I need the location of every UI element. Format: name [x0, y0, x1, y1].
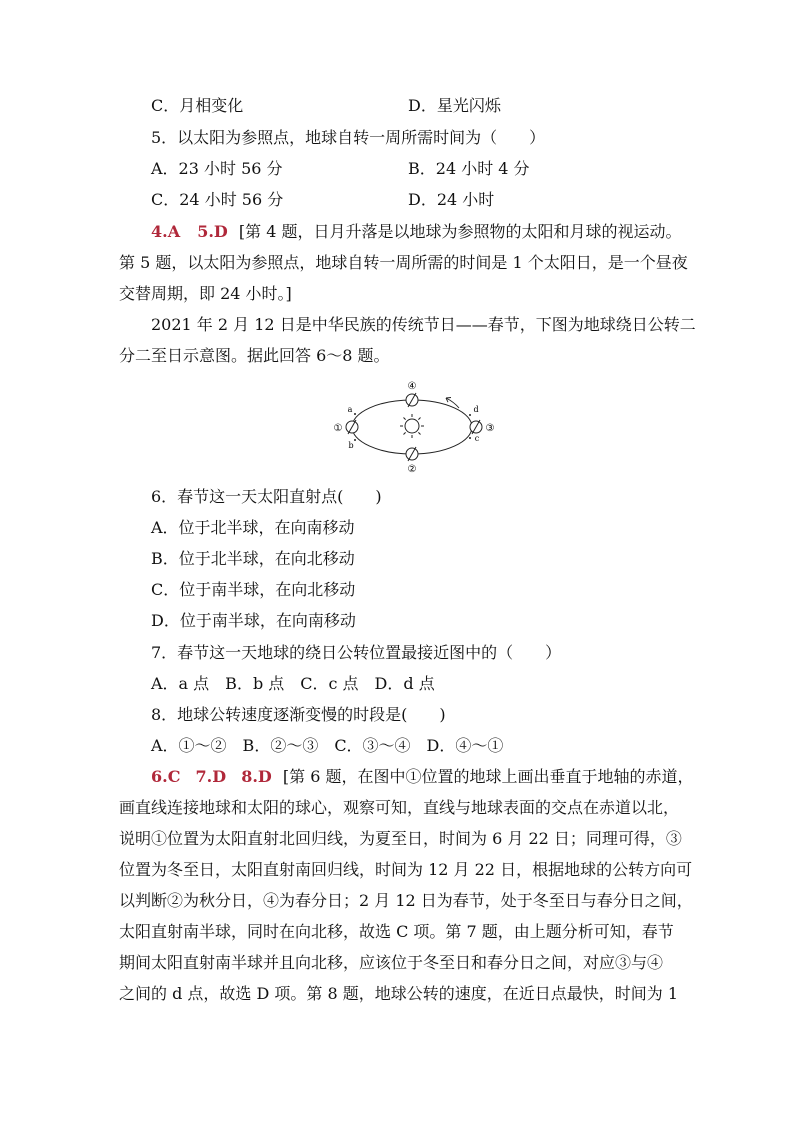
answer-6-8-line-8: 之间的 d 点，故选 D 项。第 8 题，地球公转的速度，在近日点最快，时间为 1 — [119, 984, 679, 1003]
q7-options: A．a 点 B．b 点 C．c 点 D．d 点 — [151, 674, 435, 693]
orbit-diagram — [328, 374, 500, 474]
answer-6-8-line-5: 以判断②为秋分日，④为春分日；2 月 12 日为春节，处于冬至日与春分日之间， — [119, 891, 693, 910]
earth-position-3-icon — [470, 420, 482, 434]
intro-line-2: 分二至日示意图。据此回答 6～8 题。 — [119, 346, 390, 365]
answer-4-5-line-3: 交替周期，即 24 小时。] — [119, 284, 292, 303]
answer-4-5-line-1 — [151, 222, 682, 242]
answer-key-8: 8.D — [241, 767, 272, 786]
answer-key-4: 4.A — [151, 222, 181, 241]
label-position-1: ① — [333, 423, 343, 434]
answer-6-8-line-4: 位置为冬至日，太阳直射南回归线，时间为 12 月 22 日，根据地球的公转方向可 — [119, 860, 693, 879]
answer-key-6: 6.C — [151, 767, 181, 786]
sun-icon — [400, 414, 424, 438]
earth-position-2-icon — [406, 447, 418, 461]
label-point-c: c — [474, 434, 480, 443]
q4-option-c: C．月相变化 — [151, 96, 244, 115]
point-c-marker — [469, 437, 471, 439]
label-point-b: b — [348, 441, 354, 450]
answer-6-8-line-3: 说明①位置为太阳直射北回归线，为夏至日，时间为 6 月 22 日；同理可得，③ — [119, 829, 682, 848]
answer-6-8-line-6: 太阳直射南半球，同时在向北移，故选 C 项。第 7 题，由上题分析可知，春节 — [119, 922, 674, 941]
point-a-marker — [354, 413, 356, 415]
q4-option-d: D．星光闪烁 — [408, 96, 501, 115]
direction-arrow-icon — [446, 398, 459, 408]
point-d-marker — [469, 414, 471, 416]
label-point-a: a — [347, 405, 353, 414]
answer-key-5: 5.D — [197, 222, 228, 241]
q5-option-c: C．24 小时 56 分 — [151, 190, 284, 209]
q6-stem: 6．春节这一天太阳直射点( ) — [151, 487, 382, 506]
label-position-3: ③ — [485, 423, 495, 434]
answer-6-8-line-2: 画直线连接地球和太阳的球心，观察可知，直线与地球表面的交点在赤道以北， — [119, 798, 680, 817]
answer-4-5-line-2: 第 5 题，以太阳为参照点，地球自转一周所需的时间是 1 个太阳日，是一个昼夜 — [119, 253, 688, 272]
q7-stem: 7．春节这一天地球的绕日公转位置最接近图中的（ ） — [151, 643, 562, 662]
answer-6-8-text-1: [第 6 题，在图中①位置的地球上画出垂直于地轴的赤道， — [282, 767, 694, 786]
answer-key-7: 7.D — [195, 767, 227, 786]
q5-option-b: B．24 小时 4 分 — [408, 159, 530, 178]
q5-stem: 5．以太阳为参照点，地球自转一周所需时间为（ ） — [151, 128, 546, 147]
q6-option-a: A．位于北半球，在向南移动 — [151, 518, 355, 537]
q6-option-d: D．位于南半球，在向南移动 — [151, 611, 356, 630]
q6-option-b: B．位于北半球，在向北移动 — [151, 549, 355, 568]
q5-option-d: D．24 小时 — [408, 190, 495, 209]
q8-options: A．①～② B．②～③ C．③～④ D．④～① — [151, 736, 504, 755]
q8-stem: 8．地球公转速度逐渐变慢的时段是( ) — [151, 705, 446, 724]
answer-6-8-line-1 — [151, 767, 693, 787]
label-position-4: ④ — [407, 381, 417, 392]
intro-line-1: 2021 年 2 月 12 日是中华民族的传统节日——春节，下图为地球绕日公转二 — [151, 315, 696, 334]
answer-6-8-line-7: 期间太阳直射南半球并且向北移，应该位于冬至日和春分日之间，对应③与④ — [119, 953, 664, 972]
earth-position-1-icon — [346, 420, 358, 434]
earth-position-4-icon — [406, 393, 418, 407]
label-point-d: d — [473, 405, 479, 414]
q6-option-c: C．位于南半球，在向北移动 — [151, 580, 356, 599]
answer-4-5-text-1: [第 4 题，日月升落是以地球为参照物的太阳和月球的视运动。 — [238, 222, 682, 241]
point-b-marker — [354, 439, 356, 441]
q5-option-a: A．23 小时 56 分 — [151, 159, 283, 178]
label-position-2: ② — [407, 464, 417, 474]
